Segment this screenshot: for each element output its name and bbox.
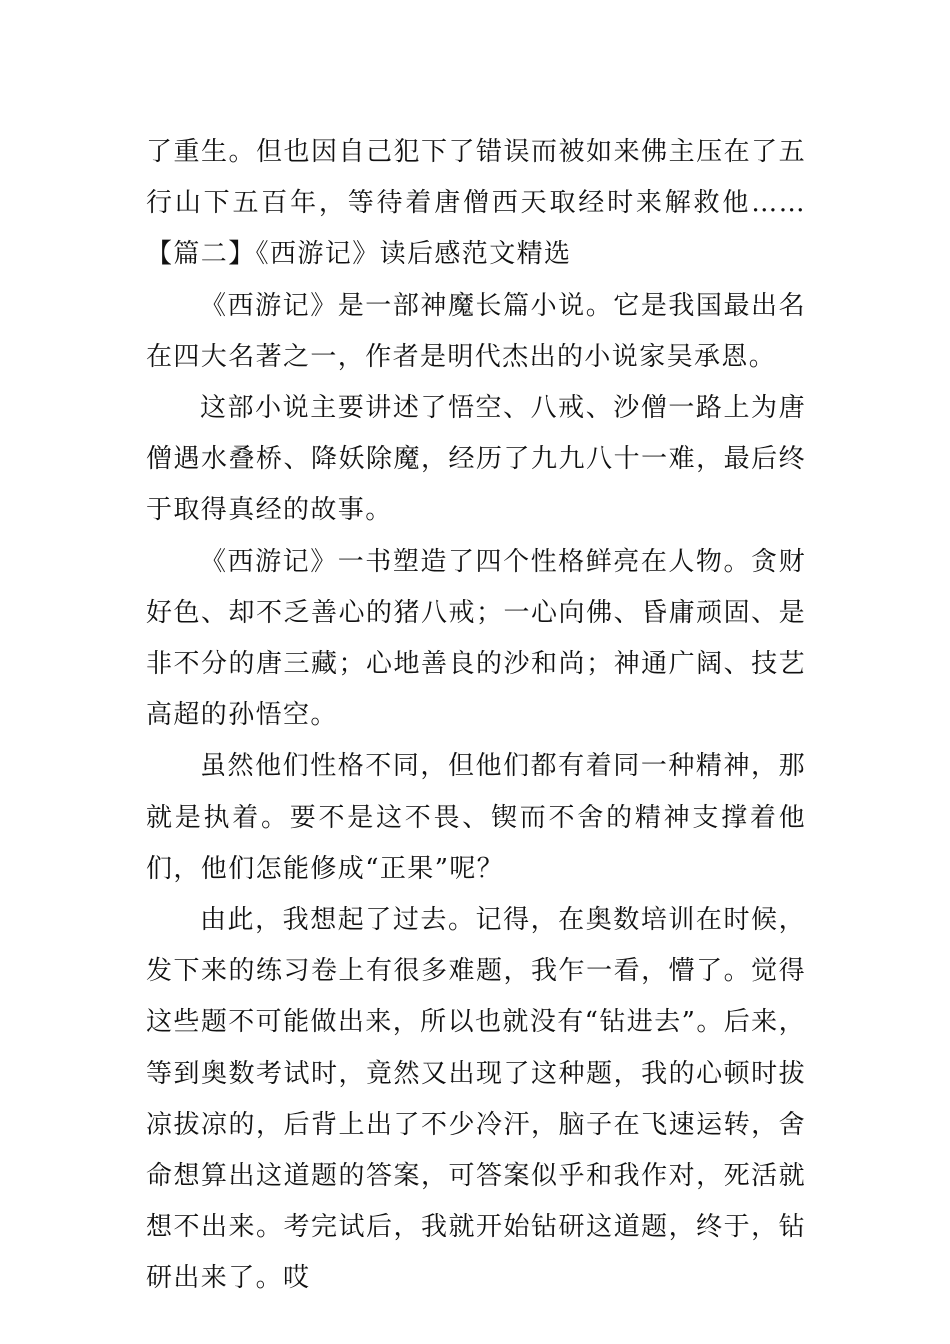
paragraph-spirit: 虽然他们性格不同，但他们都有着同一种精神，那就是执着。要不是这不畏、锲而不舍的精神支撑着他们，他们怎能修成“正果”呢？ (146, 751, 806, 884)
paragraph-continued: 了重生。但也因自己犯下了错误而被如来佛主压在了五行山下五百年，等待着唐僧西天取经时来解救他……【篇二】《西游记》读后感范文精选 (146, 137, 806, 270)
document-body (146, 127, 806, 1305)
paragraph-intro: 《西游记》是一部神魔长篇小说。它是我国最出名在四大名著之一，作者是明代杰出的小说家吴承恩。 (146, 290, 806, 372)
paragraph-characters: 《西游记》一书塑造了四个性格鲜亮在人物。贪财好色、却不乏善心的猪八戒；一心向佛、昏庸顽固、是非不分的唐三藏；心地善良的沙和尚；神通广阔、技艺高超的孙悟空。 (146, 546, 806, 731)
paragraph-plot: 这部小说主要讲述了悟空、八戒、沙僧一路上为唐僧遇水叠桥、降妖除魔，经历了九九八十一难，最后终于取得真经的故事。 (146, 393, 806, 526)
paragraph-memory: 由此，我想起了过去。记得，在奥数培训在时候，发下来的练习卷上有很多难题，我乍一看，懵了。觉得这些题不可能做出来，所以也就没有“钻进去”。后来，等到奥数考试时，竟然又出现了这种题，我的心顿时拔凉拔凉的，后背上出了不少冷汗，脑子在飞速运转，舍命想算出这道题的答案，可答案似乎和我作对，死活就想不出来。考完试后，我就开始钻研这道题，终于，钻研出来了。哎 (146, 905, 806, 1294)
